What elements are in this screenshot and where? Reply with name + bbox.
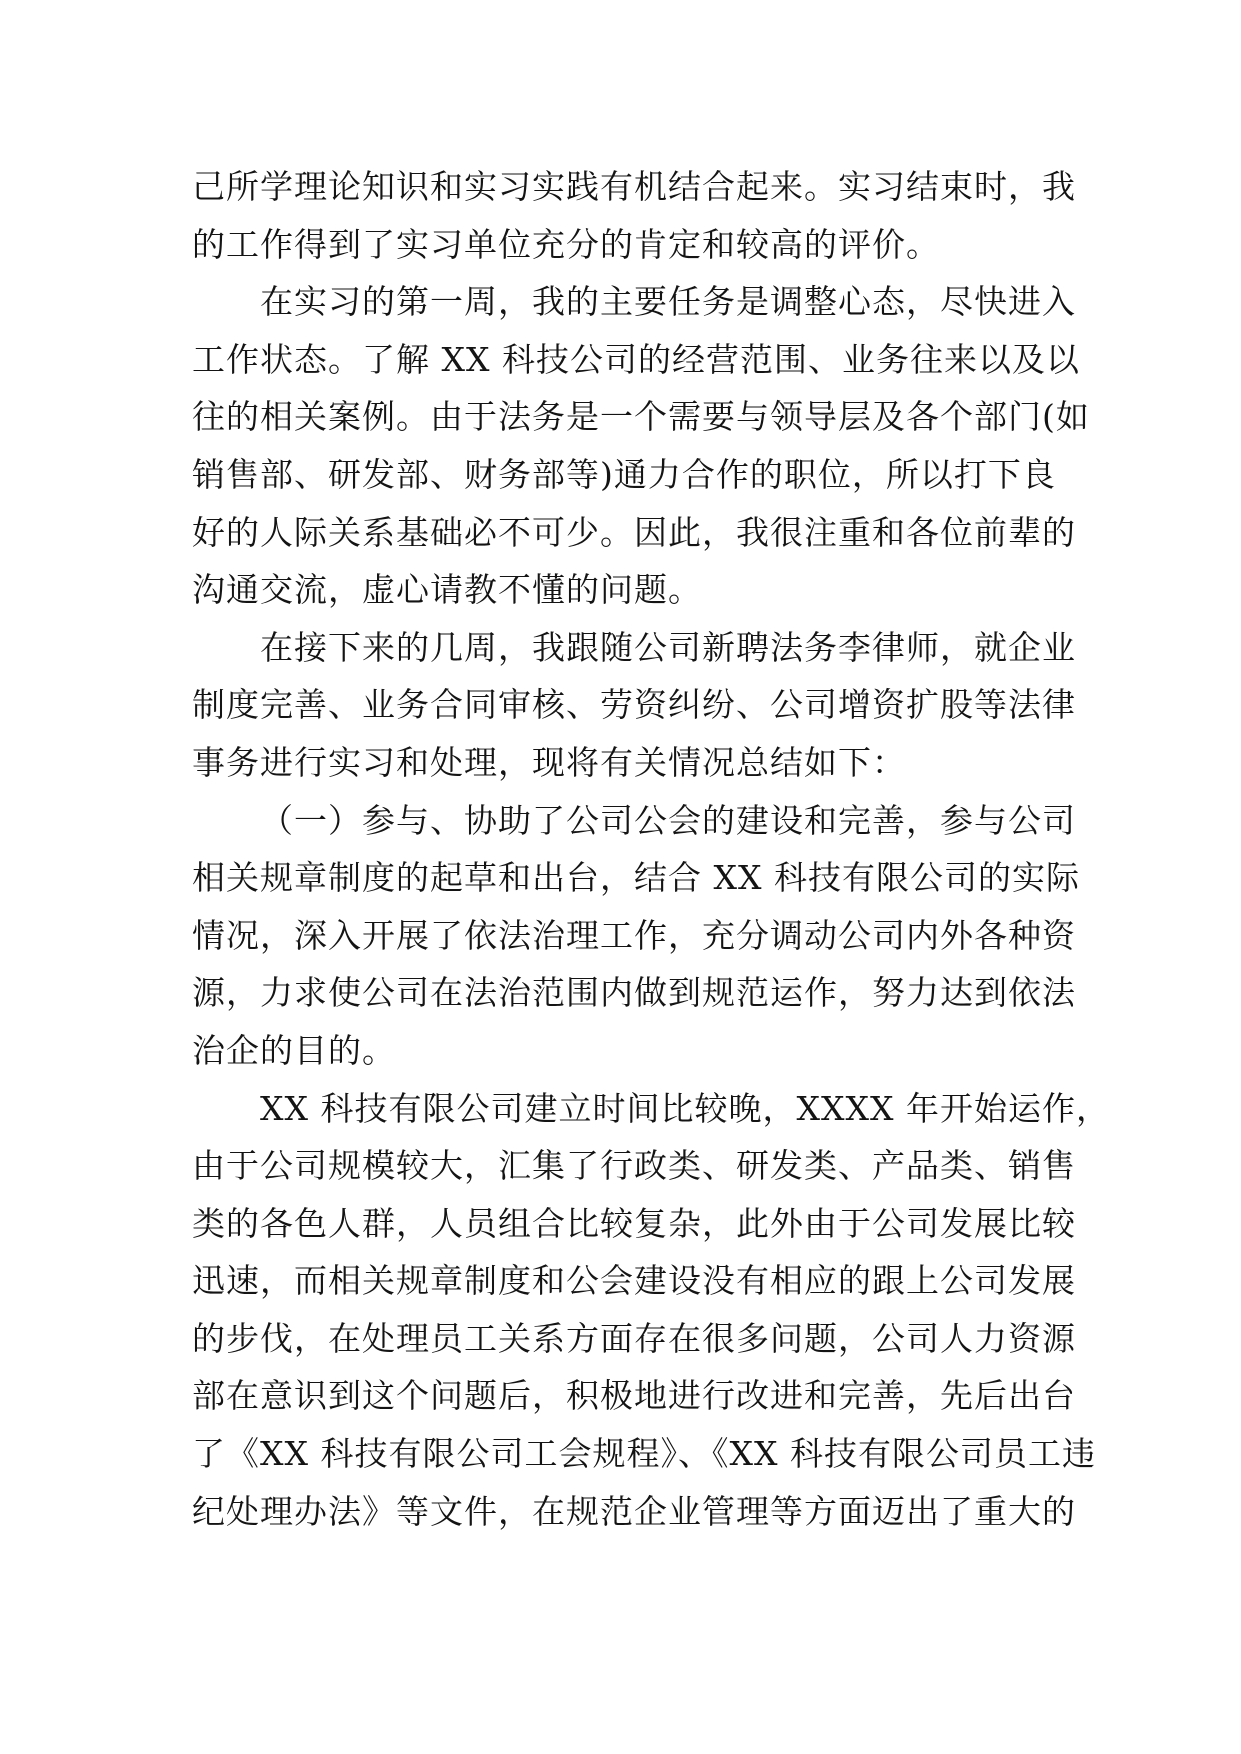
text-line: 的工作得到了实习单位充分的肯定和较高的评价。 xyxy=(192,224,940,264)
text-line: 事务进行实习和处理，现将有关情况总结如下： xyxy=(192,742,906,782)
text-line: 往的相关案例。由于法务是一个需要与领导层及各个部门(如 xyxy=(192,397,1090,437)
text-line: 由于公司规模较大，汇集了行政类、研发类、产品类、销售 xyxy=(192,1146,1076,1186)
text-line: （一）参与、协助了公司公会的建设和完善，参与公司 xyxy=(260,800,1076,840)
text-line: 工作状态。了解 XX 科技公司的经营范围、业务往来以及以 xyxy=(192,339,1080,379)
text-line: 类的各色人群，人员组合比较复杂，此外由于公司发展比较 xyxy=(192,1203,1076,1243)
body-text xyxy=(192,158,1110,1540)
text-line: 的步伐，在处理员工关系方面存在很多问题，公司人力资源 xyxy=(192,1318,1076,1358)
text-line: 源，力求使公司在法治范围内做到规范运作，努力达到依法 xyxy=(192,973,1076,1013)
text-line: 在实习的第一周，我的主要任务是调整心态，尽快进入 xyxy=(260,282,1076,322)
text-line: 制度完善、业务合同审核、劳资纠纷、公司增资扩股等法律 xyxy=(192,685,1076,725)
text-line: 在接下来的几周，我跟随公司新聘法务李律师，就企业 xyxy=(260,627,1076,667)
text-line: 情况，深入开展了依法治理工作，充分调动公司内外各种资 xyxy=(192,915,1076,955)
text-line: 己所学理论知识和实习实践有机结合起来。实习结束时，我 xyxy=(192,167,1076,206)
text-line: 治企的目的。 xyxy=(192,1030,396,1070)
text-line: XX 科技有限公司建立时间比较晚，XXXX 年开始运作， xyxy=(260,1088,1110,1128)
text-line: 好的人际关系基础必不可少。因此，我很注重和各位前辈的 xyxy=(192,512,1076,552)
text-line: 部在意识到这个问题后，积极地进行改进和完善，先后出台 xyxy=(192,1376,1076,1416)
text-line: 销售部、研发部、财务部等)通力合作的职位，所以打下良 xyxy=(192,454,1056,494)
text-line: 相关规章制度的起草和出台，结合 XX 科技有限公司的实际 xyxy=(192,858,1080,898)
text-line: 纪处理办法》等文件，在规范企业管理等方面迈出了重大的 xyxy=(192,1491,1076,1531)
text-line: 了《XX 科技有限公司工会规程》、《XX 科技有限公司员工违 xyxy=(192,1434,1096,1474)
text-line: 沟通交流，虚心请教不懂的问题。 xyxy=(192,570,702,610)
text-line: 迅速，而相关规章制度和公会建设没有相应的跟上公司发展 xyxy=(192,1261,1076,1301)
